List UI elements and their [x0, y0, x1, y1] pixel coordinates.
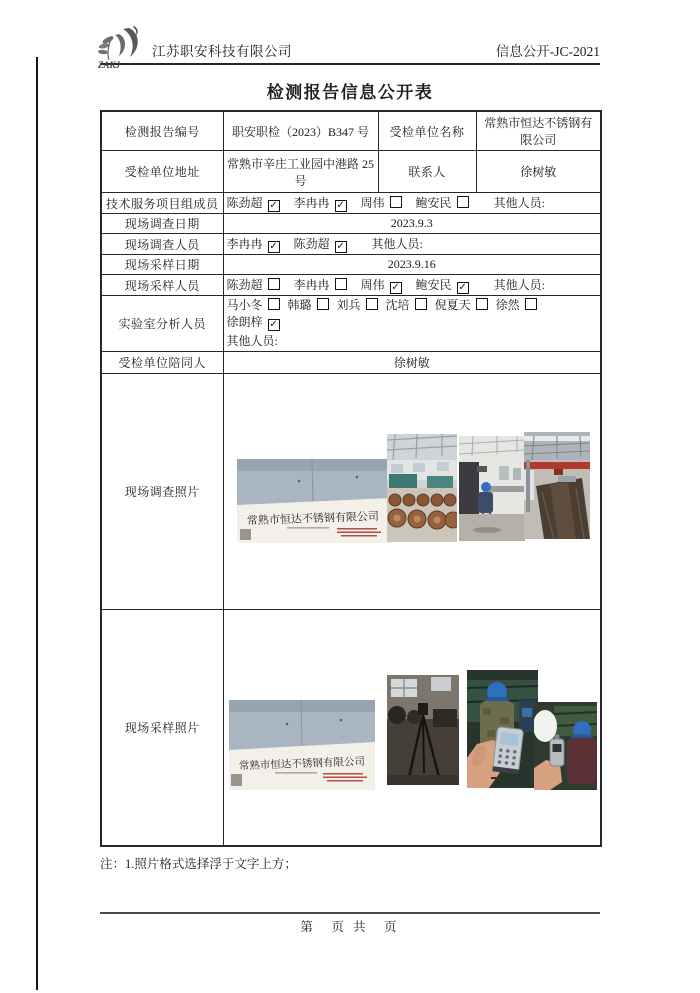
unchecked-checkbox: [268, 278, 280, 290]
person-name: 韩璐: [287, 298, 312, 312]
table-row: [101, 374, 601, 610]
survey-date-label: 现场调查日期: [101, 214, 223, 234]
team-other-label: 其他人员:: [493, 196, 545, 210]
sampling-date-value: 2023.9.16: [223, 255, 601, 275]
checked-checkbox: ✓: [269, 241, 278, 252]
handheld-meter-photo: [467, 670, 538, 788]
person-name: 李冉冉: [226, 237, 263, 251]
unchecked-checkbox: [476, 298, 488, 310]
survey-staff-checkbox-group: [227, 237, 361, 251]
person-checkbox-item: [361, 196, 402, 210]
person-checkbox-item: [435, 298, 488, 312]
page-number-text: 第 页 共 页: [300, 920, 400, 934]
table-row: [101, 234, 601, 255]
unchecked-checkbox: [415, 298, 427, 310]
person-checkbox-item: [496, 298, 537, 312]
checked-checkbox: ✓: [336, 200, 345, 211]
table-row: [101, 275, 601, 296]
sampling-photos-cell: [223, 610, 601, 847]
checked-checkbox: ✓: [391, 282, 400, 293]
person-name: 陈劲超: [226, 196, 263, 210]
company-sign-photo: [229, 700, 375, 790]
survey-staff-value: [223, 234, 601, 255]
note-text: 注：1.照片格式选择浮于文字上方；: [100, 857, 297, 872]
table-row: [101, 296, 601, 352]
person-checkbox-item: [227, 278, 280, 292]
unit-addr-label: 受检单位地址: [101, 151, 223, 193]
person-checkbox-item: [288, 298, 329, 312]
team-checkbox-group: [227, 196, 483, 210]
stray-mark: [491, 777, 496, 779]
unchecked-checkbox: [268, 298, 280, 310]
person-name: 倪夏天: [434, 298, 471, 312]
person-checkbox-item: [337, 298, 378, 312]
report-no-label: 检测报告编号: [101, 111, 223, 151]
survey-date-value: 2023.9.3: [223, 214, 601, 234]
page-footer: [100, 912, 600, 935]
unchecked-checkbox: [390, 196, 402, 208]
person-name: 陈劲超: [293, 237, 330, 251]
report-no-value: 职安职检（2023）B347 号: [223, 111, 378, 151]
logo-text: ZAKJ: [98, 60, 121, 70]
person-name: 徐朗梓: [226, 315, 263, 330]
person-checkbox-item: [294, 237, 347, 251]
person-name: 沈培: [385, 298, 410, 312]
report-info-table: [100, 110, 602, 847]
survey-staff-other-label: 其他人员:: [371, 237, 423, 251]
person-name: 鲍安民: [415, 196, 452, 210]
checked-checkbox: ✓: [269, 200, 278, 211]
zakj-logo-icon: [92, 26, 152, 70]
page-margin-line: [36, 57, 38, 990]
person-checkbox-item: [416, 278, 469, 292]
sampling-photos-label: 现场采样照片: [101, 610, 223, 847]
survey-staff-label: 现场调查人员: [101, 234, 223, 255]
person-checkbox-item: [386, 298, 427, 312]
person-checkbox-item: [416, 196, 469, 210]
lab-staff-label: 实验室分析人员: [101, 296, 223, 352]
person-name: 马小冬: [226, 298, 263, 312]
survey-photos-label: 现场调查照片: [101, 374, 223, 610]
unchecked-checkbox: [525, 298, 537, 310]
person-checkbox-item: [294, 196, 347, 210]
person-name: 周伟: [360, 196, 385, 210]
page-title: 检测报告信息公开表: [266, 83, 434, 102]
contact-value: 徐树敏: [476, 151, 601, 193]
sampling-staff-checkbox-group: [227, 278, 483, 292]
steel-coils-photo: [387, 434, 457, 542]
unchecked-checkbox: [457, 196, 469, 208]
person-checkbox-item: [227, 298, 280, 312]
sign-photo-text: 常熟市恒达不锈钢有限公司: [246, 510, 379, 528]
unit-name-value: 常熟市恒达不锈钢有限公司: [476, 111, 601, 151]
unit-addr-value: 常熟市辛庄工业园中港路 25 号: [223, 151, 378, 193]
person-name: 刘兵: [336, 298, 361, 312]
unit-name-label: 受检单位名称: [378, 111, 476, 151]
table-row: [101, 151, 601, 193]
lab-staff-value: [223, 296, 601, 352]
handheld-meter-photo-2: [534, 702, 597, 790]
table-row: [101, 255, 601, 275]
team-value: [223, 193, 601, 214]
sign-photo-text: 常熟市恒达不锈钢有限公司: [238, 756, 365, 773]
person-name: 徐然: [495, 298, 520, 312]
person-checkbox-item: [361, 278, 402, 292]
company-name: 江苏职安科技有限公司: [152, 44, 292, 59]
table-row: [101, 193, 601, 214]
checked-checkbox: ✓: [336, 241, 345, 252]
lab-staff-checkbox-group: [227, 298, 545, 329]
unchecked-checkbox: [317, 298, 329, 310]
person-name: 李冉冉: [293, 278, 330, 292]
table-row: [101, 610, 601, 847]
survey-photos-cell: [223, 374, 601, 610]
tripod-sampler-photo: [387, 675, 459, 785]
person-name: 李冉冉: [293, 196, 330, 210]
sampling-date-label: 现场采样日期: [101, 255, 223, 275]
sampling-staff-label: 现场采样人员: [101, 275, 223, 296]
escort-label: 受检单位陪同人: [101, 352, 223, 374]
team-label: 技术服务项目组成员: [101, 193, 223, 214]
table-row: [101, 111, 601, 151]
lab-other-label: 其他人员:: [226, 333, 278, 348]
table-row: [101, 214, 601, 234]
person-name: 鲍安民: [415, 278, 452, 292]
person-name: 周伟: [360, 278, 385, 292]
sampling-staff-value: [223, 275, 601, 296]
unchecked-checkbox: [335, 278, 347, 290]
report-sheet: [100, 0, 600, 872]
factory-crane-photo: [524, 432, 590, 539]
document-code: 信息公开-JC-2021: [495, 44, 600, 59]
person-checkbox-item: [227, 315, 280, 329]
person-checkbox-item: [294, 278, 347, 292]
company-sign-photo: [237, 459, 390, 543]
unchecked-checkbox: [366, 298, 378, 310]
contact-label: 联系人: [378, 151, 476, 193]
table-row: [101, 352, 601, 374]
sampling-staff-other-label: 其他人员:: [493, 278, 545, 292]
escort-value: 徐树敏: [223, 352, 601, 374]
person-checkbox-item: [227, 237, 280, 251]
page-header: [98, 0, 600, 70]
checked-checkbox: ✓: [458, 282, 467, 293]
worker-machine-photo: [459, 436, 525, 541]
person-name: 陈劲超: [226, 278, 263, 292]
person-checkbox-item: [227, 196, 280, 210]
checked-checkbox: ✓: [269, 319, 278, 331]
